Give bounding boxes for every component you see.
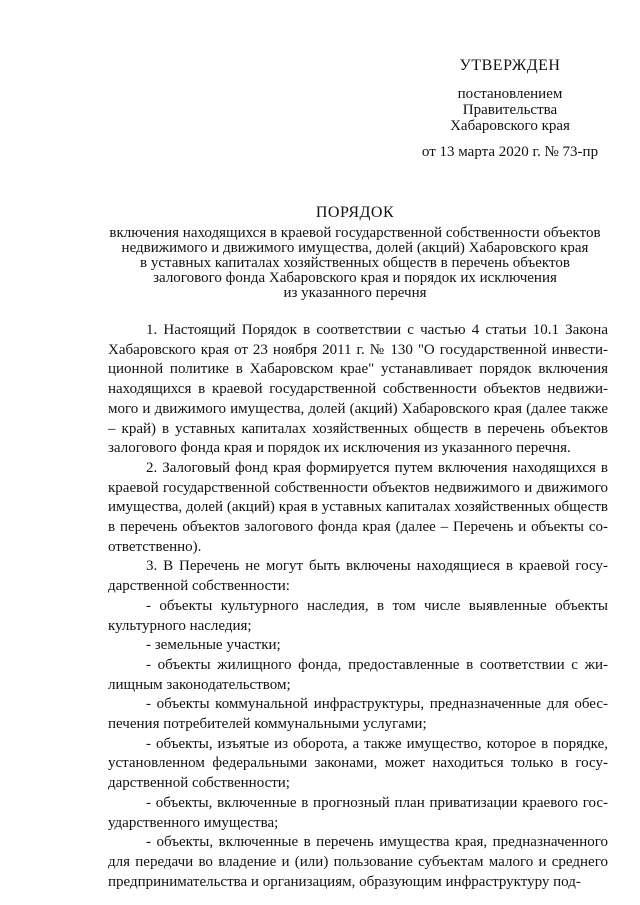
paragraph: 2. Залоговый фонд края формируется путем включения находящихся в краевой государственной собственности объектов недвижимого и движимого имущества, долей (акций) края в уставных капиталах хозяйственных обществ в перечень объектов залогового фонда края (далее – Перечень и объекты соответственно). xyxy=(108,459,608,555)
approval-line: Правительства xyxy=(462,102,558,118)
subtitle-line: включения находящихся в краевой государственной собственности объектов xyxy=(109,225,601,241)
approval-line: Хабаровского края xyxy=(450,118,570,134)
document-title: ПОРЯДОК xyxy=(315,204,395,221)
approval-title: УТВЕРЖДЕН xyxy=(459,57,561,74)
approval-line: постановлением xyxy=(457,86,563,102)
document-body xyxy=(108,321,608,892)
list-item: - объекты культурного наследия, в том числе выявленные объекты культурного наследия; xyxy=(108,597,608,634)
list-item: - объекты коммунальной инфраструктуры, предназначенные для обеспечения потребителей коммунальными услугами; xyxy=(108,696,608,733)
list-item: - земельные участки; xyxy=(146,637,281,654)
approval-date: от 13 марта 2020 г. № 73-пр xyxy=(421,144,599,160)
approval-stamp xyxy=(400,58,620,160)
list-item: - объекты, изъятые из оборота, а также имущество, которое в порядке, установленном федеральными законами, может находиться только в государственной собственности; xyxy=(108,735,608,792)
paragraph: 1. Настоящий Порядок в соответствии с частью 4 статьи 10.1 Закона Хабаровского края от 23 ноября 2011 г. № 130 "О государственной инвестиционной политике в Хабаровском крае" устанавливает порядок включения находящихся в краевой государственной собственности объектов недвижимого и движимого имущества, долей (акций) Хабаровского края (далее также – край) в уставных капиталах хозяйственных обществ в перечень объектов залогового фонда края и порядок их исключения из указанного перечня. xyxy=(108,322,608,457)
list-item: - объекты, включенные в перечень имущества края, предназначенного для передачи во владение и (или) пользование субъектам малого и среднего предпринимательства и организациям, образующим инфраструктуру под- xyxy=(108,834,608,890)
subtitle-line: залогового фонда Хабаровского края и порядок их исключения xyxy=(153,270,557,286)
subtitle-line: из указанного перечня xyxy=(283,285,427,301)
document-subtitle xyxy=(100,226,610,301)
subtitle-line: в уставных капиталах хозяйственных обществ в перечень объектов xyxy=(140,255,570,271)
list-item: - объекты, включенные в прогнозный план приватизации краевого государственного имущества; xyxy=(108,794,608,831)
subtitle-line: недвижимого и движимого имущества, долей (акций) Хабаровского края xyxy=(121,240,589,256)
paragraph: 3. В Перечень не могут быть включены находящиеся в краевой государственной собственности: xyxy=(108,558,608,595)
list-item: - объекты жилищного фонда, предоставленные в соответствии с жилищным законодательством; xyxy=(108,656,608,693)
